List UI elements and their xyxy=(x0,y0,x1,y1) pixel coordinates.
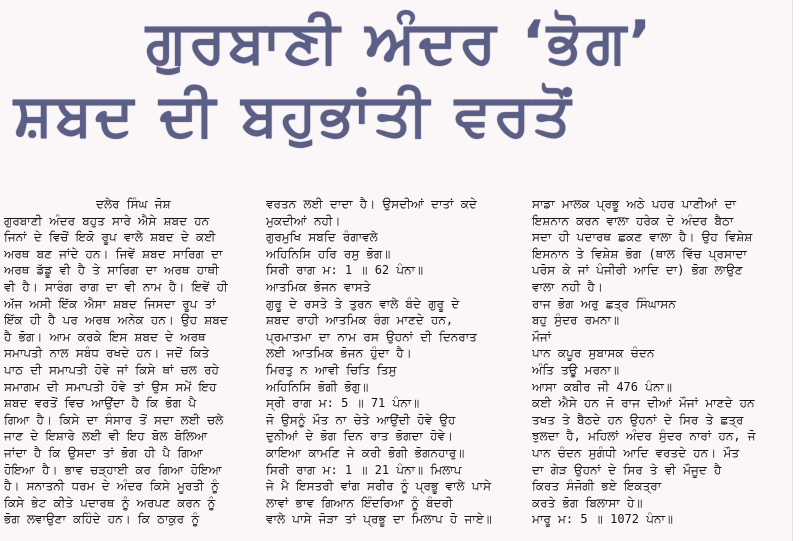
text-line: ਅੰਤਿ ਤਊ ਮਰਨਾ॥ xyxy=(532,362,620,377)
text-line: ਮੌਜਾਂ xyxy=(532,329,552,344)
text-line: ਭੋਗ ਲਵਾਉਣਾ ਕਹਿੰਦੇ ਹਨ। ਕਿ ਠਾਕੁਰ ਨੂੰ xyxy=(4,512,200,527)
text-line: ਪਾਠ ਦੀ ਸਮਾਪਤੀ ਹੋਵੇ ਜਾਂ ਕਿਸੇ ਥਾਂ ਚਲ ਰਹੇ xyxy=(4,362,219,377)
text-line: ਬਹੁ ਸੁੰਦਰ ਰਮਨਾ॥ xyxy=(532,313,620,328)
text-line: ਗੁਰਬਾਣੀ ਅੰਦਰ ਬਹੁਤ ਸਾਰੇ ਐਸੇ ਸ਼ਬਦ ਹਨ xyxy=(4,213,210,228)
text-line: ਸ਼ਬਦ ਵਰਤੋਂ ਵਿਚ ਆਉਂਦਾ ਹੈ ਕਿ ਭੋਗ ਪੈ xyxy=(4,396,197,411)
text-line: ਜੇ ਮੈ ਇਸਤਰੀ ਵਾਂਗ ਸਰੀਰ ਨੂੰ ਪ੍ਰਭੂ ਵਾਲੇ ਪਾਸੇ xyxy=(266,479,491,494)
text-line: ਦਾ ਗੇੜ ਉਹਨਾਂ ਦੇ ਸਿਰ ਤੇ ਵੀ ਮੌਜੂਦ ਹੈ xyxy=(532,462,722,477)
text-line: ਪਾਨ ਕਪੂਰ ਸੁਬਾਸਕ ਚੰਦਨ xyxy=(532,346,655,361)
text-line: ਸਿਰੀ ਰਾਗ ਮ: 1 ॥ 62 ਪੰਨਾ॥ xyxy=(266,263,424,278)
text-line: ਆਤਮਿਕ ਭੋਜਨ ਵਾਸਤੇ xyxy=(266,279,371,294)
text-line: ਮੁਕਦੀਆਂ ਨਹੀ। xyxy=(266,213,341,228)
text-line: ਕਈ ਐਸੇ ਹਨ ਜੋ ਰਾਜ ਦੀਆਂ ਮੌਜਾਂ ਮਾਣਦੇ ਹਨ xyxy=(532,396,755,411)
text-line: ਝੁਲਦਾ ਹੈ, ਮਹਿਲਾਂ ਅੰਦਰ ਸੁੰਦਰ ਨਾਰਾਂ ਹਨ, ਜੋ xyxy=(532,429,756,444)
text-line: ਇਸਨਾਨ ਤੇ ਵਿਸ਼ੇਸ਼ ਭੋਗ (ਥਾਲ ਵਿੱਚ ਪ੍ਰਸਾਦਾ xyxy=(532,246,747,261)
text-line: ਰਾਜ ਭੋਗ ਅਰੁ ਛਤ੍ਰ ਸਿੰਘਾਸਨ xyxy=(532,296,676,311)
text-line: ਕਾਇਆ ਕਾਮਣਿ ਜੇ ਕਰੀ ਭੋਗੀ ਭੋਗਨਹਾਰੁ॥ xyxy=(266,445,465,460)
text-line: ਗੁਰੂ ਦੇ ਰਸਤੇ ਤੇ ਤੁਰਨ ਵਾਲੇ ਬੰਦੇ ਗੁਰੂ ਦੇ xyxy=(266,296,460,311)
text-line: ਕਰਤੇ ਭੋਗ ਬਿਲਾਸਾ ਹੇ॥ xyxy=(532,495,643,510)
text-line: ਸਿਰੀ ਰਾਗ ਮ: 1 ॥ 21 ਪੰਨਾ॥ ਮਿਲਾਪ xyxy=(266,462,462,477)
text-line: ਪ੍ਰਮਾਤਮਾ ਦਾ ਨਾਮ ਰਸ ਉਹਨਾਂ ਦੀ ਦਿਨਰਾਤ xyxy=(266,329,477,344)
text-line: ਵਰਤਨ ਲਈ ਦਾਦਾ ਹੈ। ਉਸਦੀਆਂ ਦਾਤਾਂ ਕਦੇ xyxy=(266,197,477,211)
article-column-3 xyxy=(532,196,790,541)
text-line: ਹੈ ਭੋਗ। ਆਮ ਕਰਕੇ ਇਸ ਸ਼ਬਦ ਦੇ ਅਰਥ xyxy=(4,329,206,344)
text-line: ਪਾਨ ਚੰਦਨ ਸੁਗੰਧੀ ਆਦਿ ਵਰਤਦੇ ਹਨ। ਮੌਤ xyxy=(532,445,740,460)
text-line: ਅਰਥ ਡੱਡੂ ਵੀ ਹੈ ਤੇ ਸਾਰਿਗ ਦਾ ਅਰਥ ਹਾਥੀ xyxy=(4,263,219,278)
text-line: ਹੈ। ਸਨਾਤਨੀ ਧਰਮ ਦੇ ਅੰਦਰ ਕਿਸੇ ਮੂਰਤੀ ਨੂੰ xyxy=(4,479,219,494)
text-line: ਤਖਤ ਤੇ ਬੈਠਦੇ ਹਨ ਉਹਨਾਂ ਦੇ ਸਿਰ ਤੇ ਛਤ੍ਰ xyxy=(532,412,744,427)
article-column-2 xyxy=(266,196,528,541)
text-line: ਪਰੋਸ ਕੇ ਜਾਂ ਪੰਜੀਰੀ ਆਦਿ ਦਾ) ਭੋਗ ਲਾਉਣ xyxy=(532,263,743,278)
text-line: ਸ੍ਰੀ ਰਾਗ ਮ: 5 ॥ 71 ਪੰਨਾ॥ xyxy=(266,396,420,411)
text-line: ਜਾਂਦਾ ਹੈ ਕਿ ਉਸਦਾ ਤਾਂ ਭੋਗ ਹੀ ਪੈ ਗਿਆ xyxy=(4,445,203,460)
text-line: ਜਿਨਾਂ ਦੇ ਵਿਚੋਂ ਇਕੋ ਰੂਪ ਵਾਲੇ ਸ਼ਬਦ ਦੇ ਕਈ xyxy=(4,230,216,245)
text-line: ਜੋ ਉਸਨੂੰ ਮੌਤ ਨਾ ਚੇਤੇ ਆਉਂਦੀ ਹੋਵੇ ਉਹ xyxy=(266,412,456,427)
text-line: ਸਦਾ ਹੀ ਪਦਾਰਥ ਛਕਣ ਵਾਲਾ ਹੈ। ਉਹ ਵਿਸ਼ੇਸ਼ xyxy=(532,230,753,245)
text-line: ਆਸਾ ਕਬੀਰ ਜੀ 476 ਪੰਨਾ॥ xyxy=(532,379,672,394)
text-line: ਕਿਸੇ ਭੇਟ ਕੀਤੇ ਪਦਾਰਥ ਨੂੰ ਅਰਪਣ ਕਰਨ ਨੂੰ xyxy=(4,495,216,510)
text-line: ਗਿਆ ਹੈ। ਕਿਸੇ ਦਾ ਸੰਸਾਰ ਤੋਂ ਸਦਾ ਲਈ ਚਲੇ xyxy=(4,412,224,427)
headline xyxy=(10,4,790,150)
text-line: ਅਰਥ ਬਣ ਜਾਂਦੇ ਹਨ। ਜਿਵੇਂ ਸ਼ਬਦ ਸਾਰਿਗ ਦਾ xyxy=(4,246,223,261)
text-line: ਕਿਰਤ ਸੰਜੋਗੀ ਭਏ ਇਕਤ੍ਰਾ xyxy=(532,479,662,494)
text-line: ਦੁਨੀਆਂ ਦੇ ਭੋਗ ਦਿਨ ਰਾਤ ਭੋਗਦਾ ਹੋਵੇ। xyxy=(266,429,454,444)
text-line: ਅਹਿਨਿਸਿ ਭੋਗੀ ਭੋਗੁ॥ xyxy=(266,379,369,394)
article-body xyxy=(4,196,792,541)
byline: ਦਲੇਰ ਸਿੰਘ ਜੋਸ਼ xyxy=(96,197,171,211)
text-line: ਇੱਕ ਹੀ ਹੈ ਪਰ ਅਰਥ ਅਨੇਕ ਹਨ। ਉਹ ਸ਼ਬਦ xyxy=(4,313,228,328)
text-line: ਹੋਇਆ ਹੈ। ਭਾਵ ਚੜ੍ਹਾਈ ਕਰ ਗਿਆ ਹੋਇਆ xyxy=(4,462,222,477)
text-line: ਮਾਰੂ ਮ: 5 ॥ 1072 ਪੰਨਾ॥ xyxy=(532,512,673,527)
text-line: ਲਈ ਆਤਮਿਕ ਭੋਜਨ ਹੁੰਦਾ ਹੈ। xyxy=(266,346,412,361)
text-line: ਮਿਰਤੁ ਨ ਆਵੀ ਚਿਤਿ ਤਿਸੁ xyxy=(266,362,397,377)
text-line: ਅਹਿਨਿਸਿ ਹਰਿ ਰਸੁ ਭੋਗ॥ xyxy=(266,246,391,261)
text-line: ਅੱਜ ਅਸੀ ਇੱਕ ਐਸਾ ਸ਼ਬਦ ਜਿਸਦਾ ਰੂਪ ਤਾਂ xyxy=(4,296,216,311)
text-line: ਸਮਾਪਤੀ ਨਾਲ ਸਬੰਧ ਰਖਦੇ ਹਨ। ਜਦੋਂ ਕਿਤੇ xyxy=(4,346,210,361)
headline-line-1: ਗੁਰਬਾਣੀ ਅੰਦਰ ‘ਭੋਗ’ xyxy=(146,8,654,76)
text-line: ਜਾਣ ਦੇ ਇਸ਼ਾਰੇ ਲਈ ਵੀ ਇਹ ਬੋਲ ਬੋਲਿਆ xyxy=(4,429,208,444)
text-line: ਵੀ ਹੈ। ਸਾਰੰਗ ਰਾਗ ਦਾ ਵੀ ਨਾਮ ਹੈ। ਇਵੇਂ ਹੀ xyxy=(4,279,228,294)
text-line: ਇਸ਼ਨਾਨ ਕਰਨ ਵਾਲਾ ਹਰੇਕ ਦੇ ਅੰਦਰ ਬੈਠਾ xyxy=(532,213,734,228)
text-line: ਵਾਲੇ ਪਾਸੇ ਜੋੜਾ ਤਾਂ ਪ੍ਰਭੂ ਦਾ ਮਿਲਾਪ ਹੋ ਜਾਏ॥ xyxy=(266,512,492,527)
text-line: ਸਮਾਗਮ ਦੀ ਸਮਾਪਤੀ ਹੋਵੇ ਤਾਂ ਉਸ ਸਮੇਂ ਇਹ xyxy=(4,379,217,394)
text-line: ਸ਼ਬਦ ਰਾਹੀ ਆਤਮਿਕ ਰੰਗ ਮਾਣਦੇ ਹਨ, xyxy=(266,313,454,328)
text-line: ਗੁਰਮੁਖਿ ਸਬਦਿ ਰੰਗਾਵਲੇ xyxy=(266,230,378,245)
headline-line-2: ਸ਼ਬਦ ਦੀ ਬਹੁਭਾਂਤੀ ਵਰਤੋਂ xyxy=(14,81,574,149)
text-line: ਵਾਲਾ ਨਹੀ ਹੈ। xyxy=(532,279,603,294)
text-line: ਸਾਡਾ ਮਾਲਕ ਪ੍ਰਭੂ ਅਠੇ ਪਹਰ ਪਾਣੀਆਂ ਦਾ xyxy=(532,197,736,211)
text-line: ਲਾਵਾਂ ਭਾਵ ਗਿਆਨ ਇੰਦਰਿਆ ਨੂੰ ਬੰਦਰੀ xyxy=(266,495,453,510)
article-column-1 xyxy=(4,196,262,541)
